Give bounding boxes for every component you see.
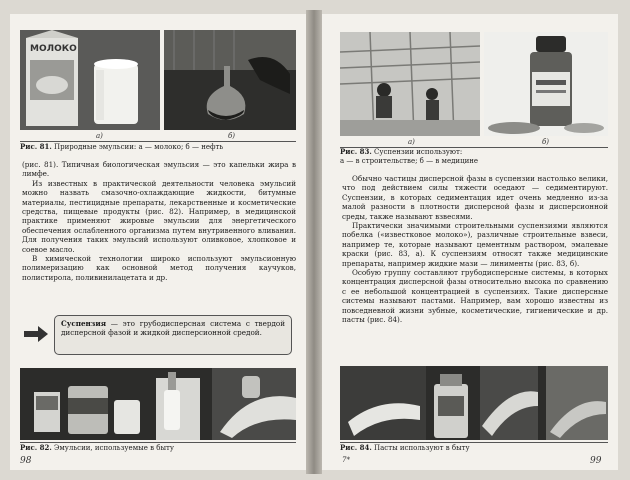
fig83-caption-line2: а — в строительстве; б — в медицине bbox=[340, 156, 479, 165]
right-page-number: 99 bbox=[590, 456, 602, 466]
fig83-label-b: б) bbox=[542, 138, 550, 146]
page-gutter bbox=[306, 10, 322, 474]
fig84-caption-number: Рис. 84. bbox=[340, 443, 372, 452]
right-paragraph-3: Особую группу составляют грубодисперсные системы, в которых концентрация дисперсной фазы относительно высока по сравнению с ее небольшой концентрацией в суспензиях. Такие дисперсные системы называют пастами. Например, вам хорошо известны из повседневной жизни зубные, косметические, гигиенические и др. пасты (рис. 84). bbox=[342, 268, 608, 325]
right-footer-mark: 7* bbox=[342, 456, 350, 464]
fig83-label-a: а) bbox=[408, 138, 415, 146]
callout-term: Суспензия bbox=[61, 319, 107, 328]
left-paragraph-1: (рис. 81). Типичная биологическая эмульсия — это капельки жира в лимфе. bbox=[22, 160, 296, 179]
left-paragraph-3: В химической технологии широко используют эмульсионную полимеризацию как основной метод получения каучуков, полистирола, поливинилацетата и др. bbox=[22, 254, 296, 282]
fig81-photo-milk bbox=[20, 30, 160, 130]
right-paragraph-2: Практически значимыми строительными суспензиями являются побелка («известковое молоко»), различные строительные взвеси, например те, которые называют цементным раствором, эмалевые краски (рис. 83, а). К суспензиям относят также медицинские препараты, например жидкие мази — линименты (рис. 83, б). bbox=[342, 221, 608, 268]
left-page bbox=[10, 14, 306, 470]
fig82-photo bbox=[20, 368, 296, 440]
fig83-caption-number: Рис. 83. bbox=[340, 147, 372, 156]
left-body-text bbox=[22, 160, 296, 282]
fig81-label-b: б) bbox=[228, 132, 236, 140]
left-page-number: 98 bbox=[20, 456, 32, 466]
fig84-rule bbox=[340, 442, 608, 443]
fig81-caption bbox=[20, 143, 296, 152]
right-body-text bbox=[342, 174, 608, 325]
callout-definition: — это грубодисперсная система с твердой дисперсной фазой и жидкой дисперсионной средой. bbox=[61, 319, 285, 338]
fig83-photo-medicine bbox=[484, 32, 608, 136]
fig82-caption-text: Эмульсии, используемые в быту bbox=[51, 444, 175, 452]
fig84-caption bbox=[340, 444, 608, 453]
right-page bbox=[322, 14, 618, 470]
arrow-right-icon bbox=[24, 326, 48, 342]
fig82-caption-number: Рис. 82. bbox=[20, 443, 52, 452]
fig81-rule bbox=[20, 141, 296, 142]
definition-callout bbox=[54, 315, 292, 355]
fig82-rule bbox=[20, 442, 296, 443]
fig81-photo-oil bbox=[164, 30, 296, 130]
fig81-caption-number: Рис. 81. bbox=[20, 142, 52, 151]
left-paragraph-2: Из известных в практической деятельности человека эмульсий можно назвать смазочно-охлаждающие жидкости, битумные материалы, пестицидные препараты, лекарственные и косметические средства, пищевые продукты (рис. 82). Например, в медицинской практике применяют жировые эмульсии для энергетического обеспечения ослабленного организма путем внутривенного вливания. Для получения таких эмульсий используют оливковое, хлопковое и соевое масло. bbox=[22, 178, 296, 254]
fig83-caption-text: Суспензии используют: bbox=[371, 148, 463, 156]
fig83-caption bbox=[340, 148, 608, 165]
fig84-caption-text: Пасты используют в быту bbox=[371, 444, 470, 452]
fig84-photo bbox=[340, 366, 608, 440]
milk-carton-logo: МОЛОКО bbox=[30, 44, 77, 54]
fig81-caption-text: Природные эмульсии: а — молоко; б — нефть bbox=[51, 143, 224, 151]
right-paragraph-1: Обычно частицы дисперсной фазы в суспензии настолько велики, что под действием силы тяжести оседают — седиментируют. Суспензии, в которых седиментация идет очень медленно из-за малой разности в плотности дисперсной фазы и дисперсионной среды, также называют взвесями. bbox=[342, 174, 608, 221]
fig83-photo-construction bbox=[340, 32, 480, 136]
fig82-caption bbox=[20, 444, 296, 453]
fig81-label-a: а) bbox=[96, 132, 103, 140]
